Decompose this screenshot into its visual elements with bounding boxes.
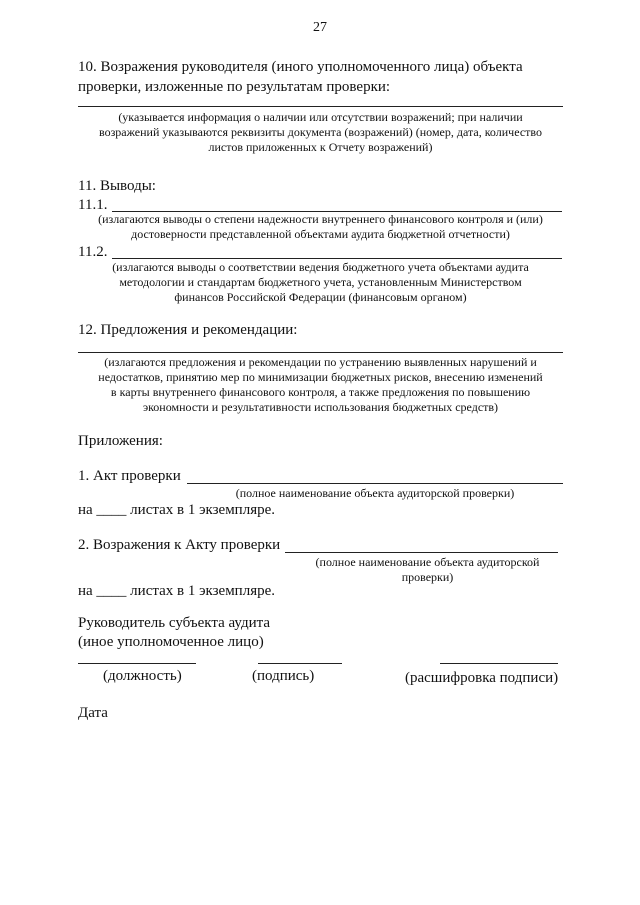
- section10-note: [68, 110, 573, 155]
- section11-item1-label: 11.1.: [78, 197, 108, 213]
- section11-item1-note-line: достоверности представленной объектами аудита бюджетной отчетности): [131, 227, 510, 241]
- section10-line1: 10. Возражения руководителя (иного уполномоченного лица) объекта: [78, 59, 523, 75]
- appendix2-sheets: на ____ листах в 1 экземпляре.: [78, 583, 276, 599]
- decoding-label: (расшифровка подписи): [405, 670, 559, 686]
- signature-line2: (иное уполномоченное лицо): [78, 634, 264, 650]
- decoding-fill-line: [440, 663, 558, 664]
- sign-fill-line: [258, 663, 342, 664]
- appendix2-label: 2. Возражения к Акту проверки: [78, 537, 281, 553]
- section11-item2-note: [78, 260, 563, 305]
- section11-item2-label: 11.2.: [78, 244, 108, 260]
- position-fill-line: [78, 663, 196, 664]
- page-number: 27: [313, 20, 327, 35]
- section11-title: 11. Выводы:: [78, 178, 156, 194]
- appendix2-note-line: проверки): [401, 570, 454, 584]
- appendix1-fill-line: [187, 483, 563, 484]
- signature-line1: Руководитель субъекта аудита: [78, 615, 271, 631]
- section12-note-line: недостатков, принятию мер по минимизации бюджетных рисков, внесению изменений: [98, 370, 543, 384]
- section12-note-line: в карты внутреннего финансового контроля, а также предложения по повышению: [110, 385, 531, 399]
- section11-item1-note-line: (излагаются выводы о степени надежности внутреннего финансового контроля и (или): [98, 212, 543, 226]
- section10-note-line: листов приложенных к Отчету возражений): [208, 140, 433, 154]
- section12-fill-line: [78, 352, 563, 353]
- appendix1-label: 1. Акт проверки: [78, 468, 181, 484]
- appendix2-fill-line: [285, 552, 558, 553]
- section10-line2: проверки, изложенные по результатам проверки:: [78, 79, 391, 95]
- section12-note-line: экономности и результативности использования бюджетных средств): [142, 400, 499, 414]
- section11-item2-fill-line: [112, 258, 562, 259]
- appendix1-sheets: на ____ листах в 1 экземпляре.: [78, 502, 276, 518]
- section11-item1-note: [78, 212, 563, 242]
- position-label: (должность): [103, 668, 182, 684]
- appendix2-note-line: (полное наименование объекта аудиторской: [315, 555, 540, 569]
- section10-note-line: возражений указываются реквизиты документа (возражений) (номер, дата, количество: [98, 125, 542, 139]
- date-label: Дата: [78, 705, 108, 721]
- section12-note: [68, 355, 573, 415]
- section11-item2-note-line: финансов Российской Федерации (финансовым органом): [174, 290, 467, 304]
- section11-item2-note-line: методологии и стандартам бюджетного учета, установленным Министерством: [119, 275, 522, 289]
- appendices-title: Приложения:: [78, 433, 163, 449]
- appendix1-note: (полное наименование объекта аудиторской проверки): [235, 486, 515, 500]
- section12-title: 12. Предложения и рекомендации:: [78, 322, 298, 338]
- section11-item2-note-line: (излагаются выводы о соответствии ведения бюджетного учета объектами аудита: [112, 260, 529, 274]
- appendix2-note: [285, 555, 570, 585]
- sign-label: (подпись): [252, 668, 315, 684]
- section10-note-line: (указывается информация о наличии или отсутствии возражений; при наличии: [118, 110, 523, 124]
- section12-note-line: (излагаются предложения и рекомендации по устранению выявленных нарушений и: [104, 355, 537, 369]
- section10-fill-line: [78, 106, 563, 107]
